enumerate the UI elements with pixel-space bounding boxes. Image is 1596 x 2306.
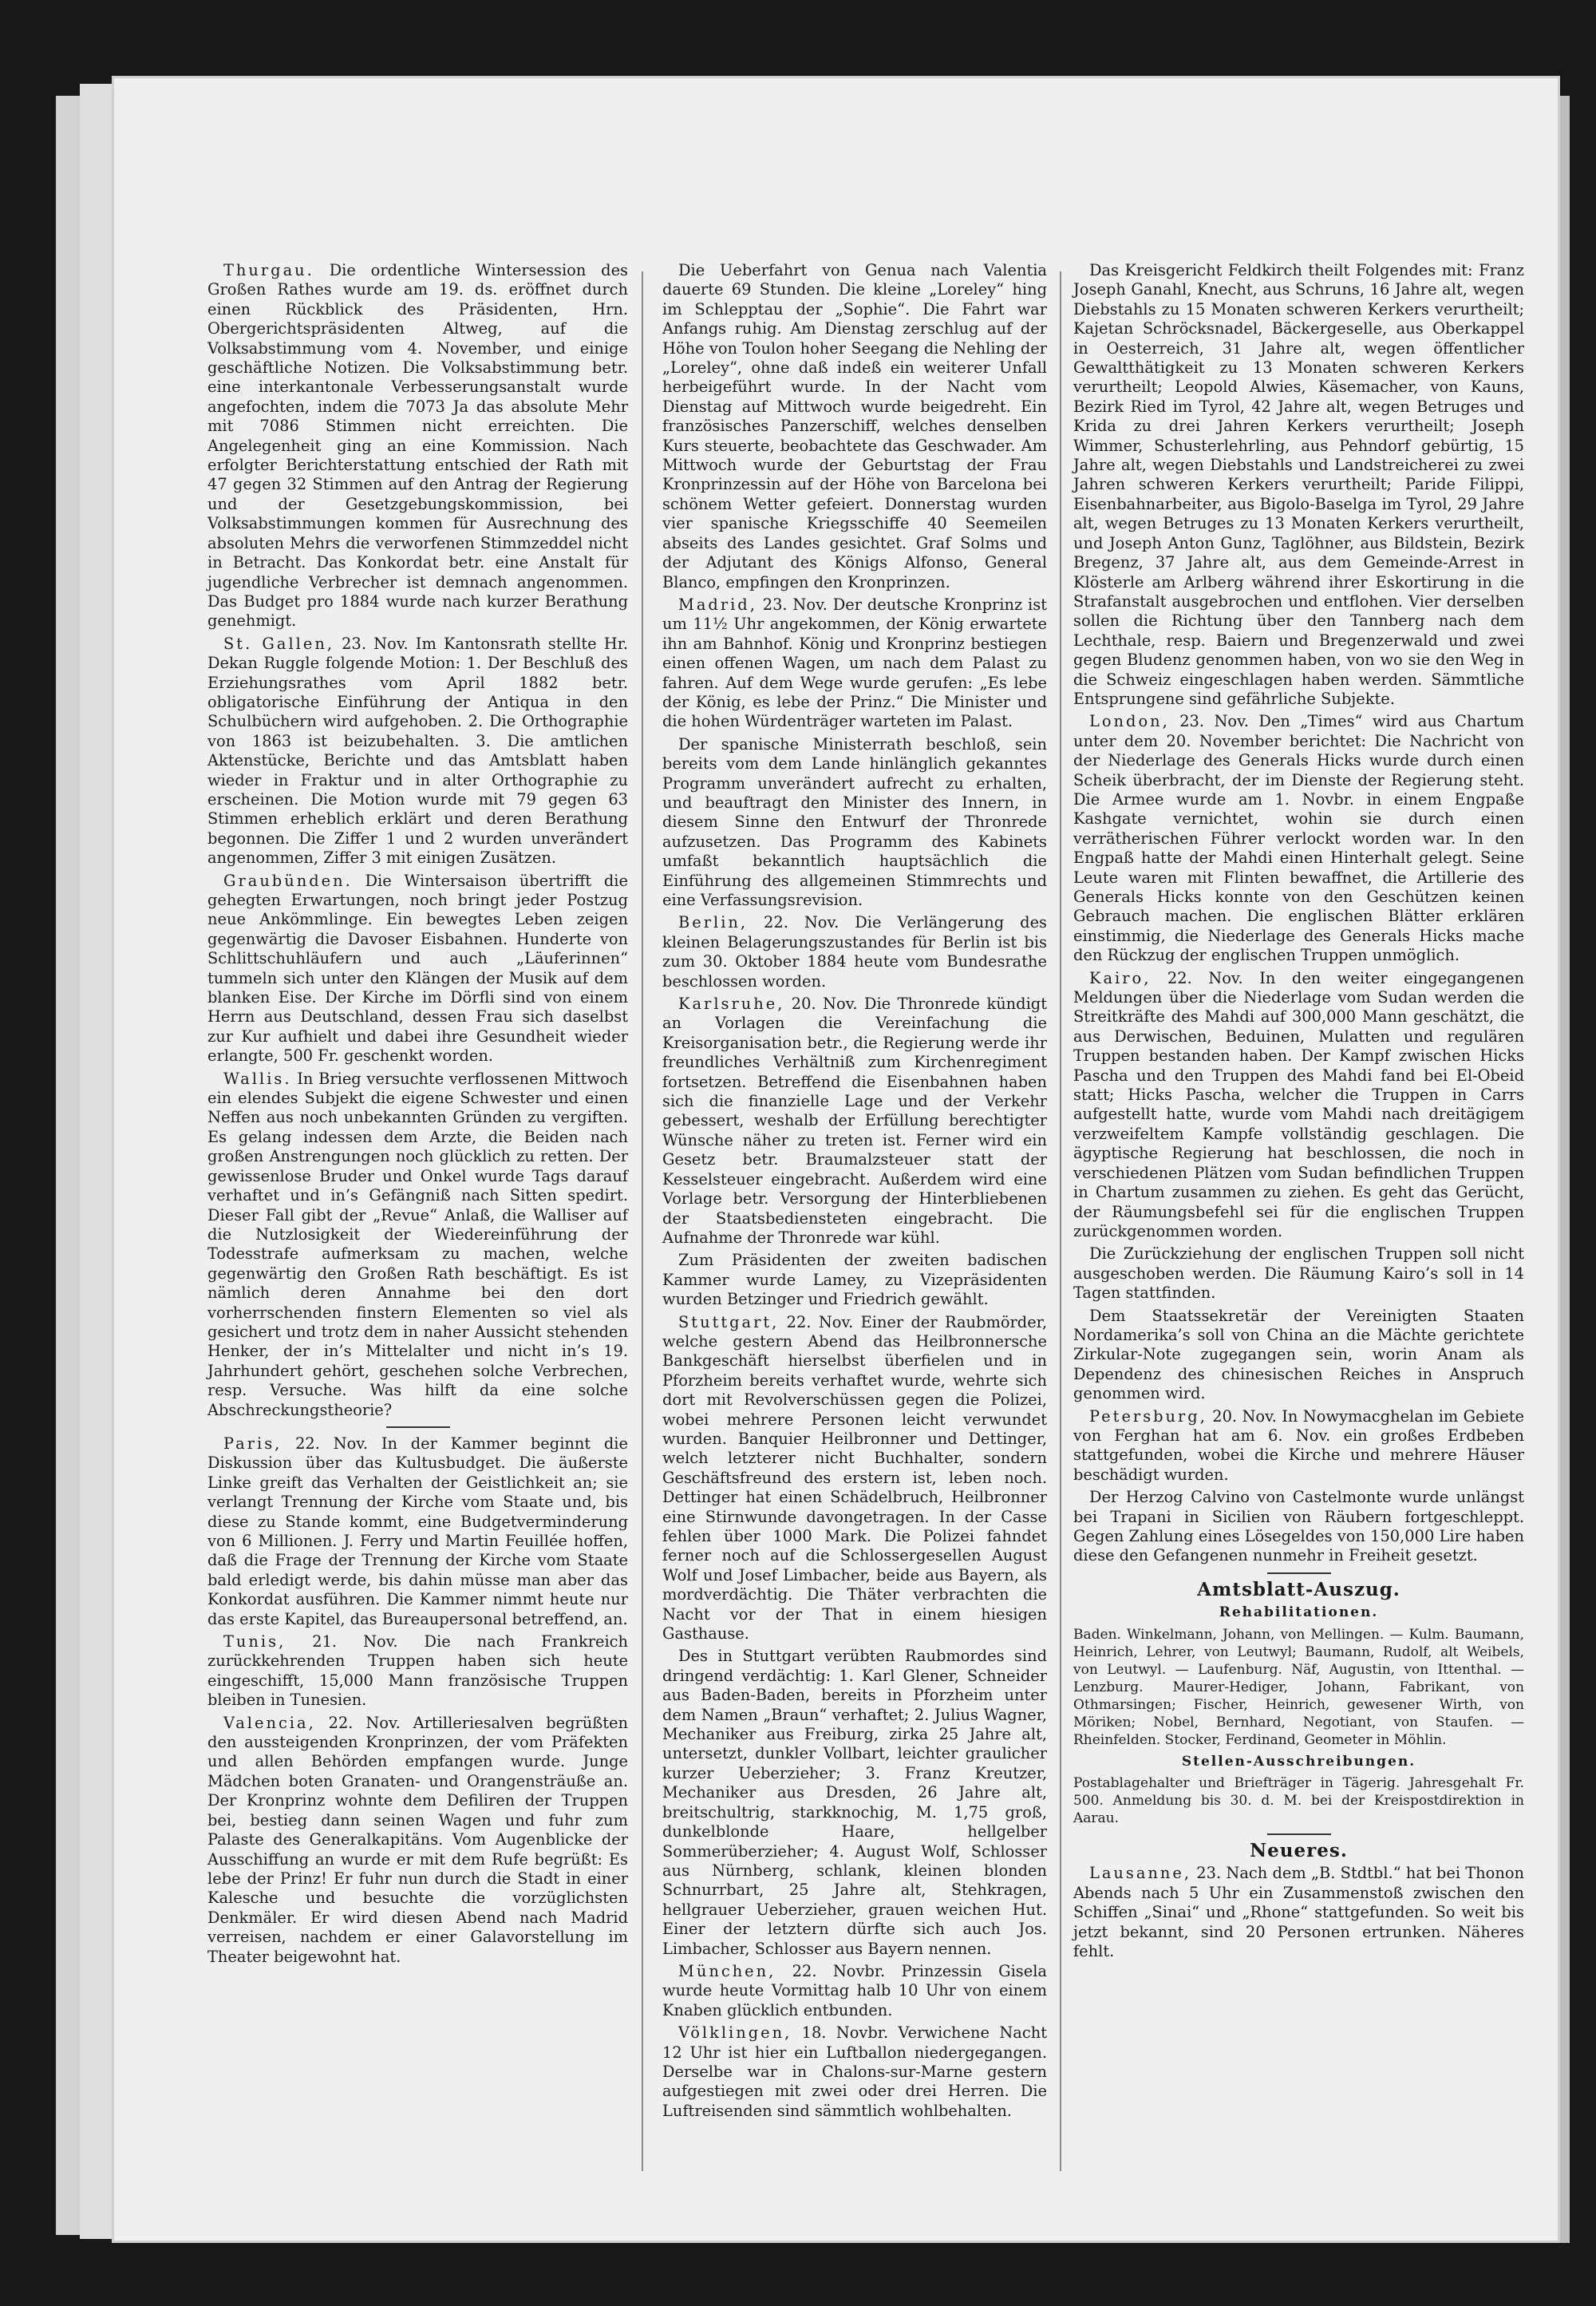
dateline: Thurgau. <box>223 261 314 279</box>
article-text: Die Ueberfahrt von Genua nach Valentia dauerte 69 Stunden. Die kleine „Loreley“ hing im Schlepptau der „Sophie“. Die Fahrt war Anfangs ruhig. Am Dienstag zerschlug auf der Höhe von Toulon hoher Seegang die Nehling der „Loreley“, ohne daß indeß ein weiterer Unfall herbeigeführt wurde. In der Nacht vom Dienstag auf Mittwoch wurde beigedreht. Ein französisches Panzerschiff, welches denselben Kurs steuerte, beobachtete das Geschwader. Am Mittwoch wurde der Geburtstag der Frau Kronprinzessin auf der Höhe von Barcelona bei schönem Wetter gefeiert. Donnerstag wurden vier spanische Kriegsschiffe 40 Seemeilen abseits des Landes gesichtet. Graf Solms und der Adjutant des Königs Alfonso, General Blanco, empfingen den Kronprinzen. <box>662 261 1047 591</box>
article <box>662 1647 1047 1959</box>
article <box>207 635 628 868</box>
dateline: Tunis, <box>223 1632 286 1651</box>
article-text: 22. Nov. Einer der Raubmörder, welche gestern Abend das Heilbronnersche Bankgeschäft hierselbst überfielen und in Pforzheim bereits verhaftet wurde, wehrte sich dort mit Revolverschüssen gegen die Polizei, wobei mehrere Personen leicht verwundet wurden. Banquier Heilbronner und Dettinger, welch letzterer nicht Buchhalter, sondern Geschäftsfreund des erstern ist, leben noch. Dettinger hat einen Schädelbruch, Heilbronner eine Stirnwunde davongetragen. In der Casse fehlen über 1000 Mark. Die Polizei fahndet ferner noch auf die Schlossergesellen August Wolf und Josef Limbacher, beide aus Bayern, als mordverdächtig. Die Thäter verbrachten die Nacht vor der That in einem hiesigen Gasthause. <box>662 1312 1047 1643</box>
article-text: Der Herzog Calvino von Castelmonte wurde unlängst bei Trapani in Sicilien von Räubern fortgeschleppt. Gegen Zahlung eines Lösegeldes von 150,000 Lire haben diese den Gefangenen nunmehr in Freiheit gesetzt. <box>1073 1488 1524 1565</box>
article-text: Das Kreisgericht Feldkirch theilt Folgendes mit: Franz Joseph Ganahl, Knecht, aus Schruns, 16 Jahre alt, wegen Diebstahls zu 15 Monaten schweren Kerkers verurtheilt; Kajetan Schröcksnadel, Bäckergeselle, aus Oberkappel in Oesterreich, 31 Jahre alt, wegen öffentlicher Gewaltthätigkeit zu 13 Monaten schweren Kerkers verurtheilt; Leopold Alwies, Käsemacher, von Kauns, Bezirk Ried im Tyrol, 42 Jahre alt, wegen Betruges und Krida zu drei Jahren Kerkers verurtheilt; Joseph Wimmer, Schusterlehrling, aus Pehndorf gebürtig, 15 Jahre alt, wegen Diebstahls und Landstreicherei zu zwei Jahren schweren Kerkers verurtheilt; Paride Filippi, Eisenbahnarbeiter, aus Bigolo-Baselga im Tyrol, 29 Jahre alt, wegen Betruges zu 13 Monaten Kerkers verurtheilt, und Joseph Anton Gunz, Taglöhner, aus Bildstein, Bezirk Bregenz, 37 Jahre alt, aus dem Gemeinde-Arrest in Klösterle am Arlberg während ihrer Eskortirung in die Strafanstalt ausgebrochen und entflohen. Vier derselben sollen die Richtung über den Tannberg nach dem Lechthale, resp. Baiern und Bregenzerwald und zwei gegen Bludenz genommen haben, von wo sie den Weg in die Schweiz eingeschlagen haben werden. Sämmtliche Entsprungene sind gefährliche Subjekte. <box>1073 261 1524 708</box>
article <box>662 261 1047 592</box>
neueres-article <box>1073 1864 1524 1961</box>
article <box>662 1962 1047 2020</box>
stellen-text: Postablagehalter und Briefträger in Tägerig. Jahresgehalt Fr. 500. Anmeldung bis 30. d. M. bei der Kreispostdirektion in Aarau. <box>1073 1775 1524 1827</box>
rehabilitationen-heading: Rehabilitationen. <box>1219 1604 1379 1621</box>
dateline: Valencia, <box>223 1713 316 1732</box>
article-text: 21. Nov. Die nach Frankreich zurückkehrenden Truppen haben sich heute eingeschifft, 15,000 Mann französische Truppen bleiben in Tunesien. <box>207 1632 628 1710</box>
article-text: Der spanische Ministerrath beschloß, sein bereits vom dem Lande hinlänglich gekanntes Programm unverändert aufrecht zu erhalten, und beauftragt den Minister des Innern, in diesem Sinne den Entwurf der Thronrede aufzusetzen. Das Programm des Kabinets umfaßt bekanntlich hauptsächlich die Einführung des allgemeinen Stimmrechts und eine Verfassungsrevision. <box>662 734 1047 909</box>
article <box>207 1070 628 1420</box>
column-3 <box>1073 261 1524 1964</box>
page-edge-left-inner <box>80 84 112 2239</box>
article <box>662 595 1047 732</box>
dateline: München, <box>678 1961 776 1980</box>
article-text: 18. Novbr. Verwichene Nacht 12 Uhr ist hier ein Luftballon niedergegangen. Derselbe war in Chalons-sur-Marne gestern aufgestiegen mit zwei oder drei Herren. Die Luftreisenden sind sämmtlich wohlbehalten. <box>662 2023 1047 2120</box>
newspaper-page <box>112 76 1560 2243</box>
dateline: Wallis. <box>223 1069 292 1088</box>
dateline: Lausanne, <box>1089 1864 1192 1883</box>
article-text: Dem Staatssekretär der Vereinigten Staaten Nordamerika’s soll von China an die Mächte gerichtete Zirkular-Note zugegangen sein, worin Anam als Dependenz des chinesischen Reiches in Anspruch genommen wird. <box>1073 1306 1524 1403</box>
dateline: Karlsruhe, <box>678 995 785 1014</box>
article-text: 23. Nov. Den „Times“ wird aus Chartum unter dem 20. November berichtet: Die Nachricht von der Niederlage des Generals Hicks wurde durch einen Scheik überbracht, der im Dienste der Regierung steht. Die Armee wurde am 1. Novbr. in einem Engpaße Kashgate vernichtet, wohin sie durch einen verrätherischen Führer verlockt worden war. In den Engpaß hatte der Mahdi einen Hinterhalt gelegt. Seine Leute waren mit Flinten bewaffnet, die Artillerie des Generals Hicks konnte von den Geschützen keinen Gebrauch machen. Die englischen Blätter erklären einstimmig, die Niederlage des Generals Hicks mache den Rückzug der englischen Truppen unmöglich. <box>1073 712 1524 965</box>
article-text: 20. Nov. Die Thronrede kündigt an Vorlagen die Vereinfachung die Kreisorganisation betr., die Regierung werde ihr freundliches Verhältniß zum Kirchenregiment fortsetzen. Betreffend die Eisenbahnen haben sich die finanzielle Lage und der Verkehr gebessert, weshalb der Erfüllung berechtigter Wünsche näher zu treten ist. Ferner wird ein Gesetz betr. Braumalzsteuer statt der Kesselsteuer eingebracht. Außerdem wird eine Vorlage betr. Versorgung der Hinterbliebenen der Staatsbediensteten eingebracht. Die Aufnahme der Thronrede war kühl. <box>662 995 1047 1247</box>
separator-rule <box>386 1426 450 1428</box>
column-rule-1 <box>642 271 643 2171</box>
neueres-heading: Neueres. <box>1250 1840 1348 1862</box>
article <box>662 2023 1047 2121</box>
dateline: Paris, <box>223 1434 282 1453</box>
article <box>207 1632 628 1711</box>
article-text: Die Wintersaison übertrifft die gehegten Erwartungen, noch bringt jeder Postzug neue Ankömmlinge. Ein bewegtes Leben zeigen gegenwärtig die Davoser Eisbahnen. Hunderte von Schlittschuhläufern und auch „Läuferinnen“ tummeln sich unter den Klängen der Musik auf dem blanken Eise. Der Kirche im Dörfli sind von einem Herrn aus Deutschland, dessen Frau sich daselbst zur Kur aufhielt und dabei ihre Gesundheit wieder erlangte, 500 Fr. geschenkt worden. <box>207 871 628 1066</box>
separator-rule <box>1267 1572 1331 1574</box>
amtsblatt-heading: Amtsblatt-Auszug. <box>1197 1578 1400 1600</box>
article <box>207 872 628 1066</box>
dateline: Graubünden. <box>223 871 353 890</box>
article-text: 22. Nov. In der Kammer beginnt die Diskussion über das Kultusbudget. Die äußerste Linke greift das Verhalten der Geistlichkeit an; sie verlangt Trennung der Kirche vom Staate und, bis diese zu Stande kommt, eine Budgetverminderung von 6 Millionen. J. Ferry und Martin Feuillée hoffen, daß die Frage der Trennung der Kirche vom Staate bald erledigt werde, bis dahin müsse man aber das Konkordat ausführen. Die Kammer nimmt heute nur das erste Kapitel, das Bureaupersonal betreffend, an. <box>207 1434 628 1628</box>
dateline: London, <box>1089 712 1170 731</box>
article-text: 23. Nov. Im Kantonsrath stellte Hr. Dekan Ruggle folgende Motion: 1. Der Beschluß des Erziehungsrathes vom April 1882 betr. obligatorische Einführung der Antiqua in den Schulbüchern wird aufgehoben. 2. Die Orthographie von 1863 ist beizubehalten. 3. Die amtlichen Aktenstücke, Berichte und das Amtsblatt haben wieder in Fraktur und in alter Orthographie zu erscheinen. Die Motion wurde mit 79 gegen 63 Stimmen erheblich erklärt und deren Berathung begonnen. Die Ziffer 1 und 2 wurden unverändert angenommen, Ziffer 3 mit einigen Zusätzen. <box>207 634 629 868</box>
article-text: 20. Nov. In Nowymacghelan im Gebiete von Ferghan hat am 6. Nov. ein großes Erdbeben stattgefunden, wobei die Kirche und mehrere Häuser beschädigt wurden. <box>1073 1406 1524 1484</box>
article-text: 22. Nov. Die Verlängerung des kleinen Belagerungszustandes für Berlin ist bis zum 30. Oktober 1884 heute vom Bundesrathe beschlossen worden. <box>662 913 1047 991</box>
dateline: St. Gallen, <box>223 634 334 653</box>
article <box>1073 1488 1524 1566</box>
article <box>662 1251 1047 1309</box>
article <box>1073 969 1524 1242</box>
article-text: 22. Nov. Artilleriesalven begrüßten den aussteigenden Kronprinzen, der vom Präfekten und allen Behörden empfangen wurde. Junge Mädchen boten Granaten- und Orangensträuße an. Der Kronprinz wohnte dem Defiliren der Truppen bei, bestieg dann seinen Wagen und fuhr zum Palaste des Generalkapitäns. Vom Augenblicke der Ausschiffung an wurde er mit dem Rufe begrüßt: Es lebe der Prinz! Er fuhr nun durch die Stadt in einer Kalesche und besuchte die vorzüglichsten Denkmäler. Er wird diesen Abend nach Madrid verreisen, nachdem er einer Galavorstellung im Theater beigewohnt hat. <box>207 1713 628 1966</box>
article <box>207 1434 628 1629</box>
dateline: Völklingen, <box>678 2023 792 2043</box>
column-rule-2 <box>1060 271 1061 2171</box>
dateline: Madrid, <box>678 595 757 614</box>
dateline: Kairo, <box>1089 968 1152 987</box>
article-text: Die Zurückziehung der englischen Truppen soll nicht ausgeschoben werden. Die Räumung Kairo’s soll in 14 Tagen stattfinden. <box>1073 1244 1524 1303</box>
article <box>1073 1307 1524 1404</box>
stellen-heading: Stellen-Ausschreibungen. <box>1181 1753 1416 1770</box>
article <box>207 1714 628 1967</box>
separator-rule <box>1267 1833 1331 1835</box>
page-edge-right <box>1560 96 1570 2243</box>
article <box>1073 261 1524 709</box>
article-text: Des in Stuttgart verübten Raubmordes sind dringend verdächtig: 1. Karl Glener, Schneider aus Baden-Baden, bereits in Pforzheim unter dem Namen „Braun“ verhaftet; 2. Julius Wagner, Mechaniker aus Freiburg, zirka 25 Jahre alt, untersetzt, dunkler Vollbart, leichter graulicher kurzer Ueberzieher; 3. Franz Kreutzer, Mechaniker aus Dresden, 26 Jahre alt, breitschultrig, starkknochig, M. 1,75 groß, dunkelblonde Haare, hellgelber Sommerüberzieher; 4. August Wolf, Schlosser aus Nürnberg, schlank, kleinen blonden Schnurrbart, 25 Jahre alt, Stehkragen, hellgrauer Ueberzieher, grauen weichen Hut. Einer der letztern dürfte sich auch Jos. Limbacher, Schlosser aus Bayern nennen. <box>662 1647 1047 1958</box>
dateline: Stuttgart, <box>678 1312 780 1331</box>
column-2 <box>662 261 1047 2124</box>
column-1 <box>207 261 628 1970</box>
article-text: 23. Nach dem „B. Stdtbl.“ hat bei Thonon Abends nach 5 Uhr ein Zusammenstoß zwischen den Schiffen „Sinai“ und „Rhone“ stattgefunden. So weit bis jetzt bekannt, sind 20 Personen ertrunken. Näheres fehlt. <box>1073 1864 1524 1961</box>
article-text: 23. Nov. Der deutsche Kronprinz ist um 11½ Uhr angekommen, der König erwartete ihn am Bahnhof. König und Kronprinz bestiegen einen offenen Wagen, um nach dem Palast zu fahren. Auf dem Wege wurde gerufen: „Es lebe der König, es lebe der Prinz.“ Die Minister und die hohen Würdenträger warteten im Palast. <box>662 595 1047 731</box>
article <box>207 261 628 631</box>
rehabilitationen-text: Baden. Winkelmann, Johann, von Mellingen. — Kulm. Baumann, Heinrich, Lehrer, von Leutwyl; Baumann, Rudolf, alt Weibels, von Leutwyl. — Laufenburg. Näf, Augustin, von Ittenthal. — Lenzburg. Maurer-Hediger, Johann, Fabrikant, von Othmarsingen; Fischer, Heinrich, gewesener Wirth, von Möriken; Nobel, Bernhard, Negotiant, von Staufen. — Rheinfelden. Stocker, Ferdinand, Geometer in Möhlin. <box>1073 1626 1524 1748</box>
dateline: Berlin, <box>678 913 749 932</box>
dateline: Petersburg, <box>1089 1406 1207 1426</box>
article <box>662 735 1047 911</box>
article-text: 22. Novbr. Prinzessin Gisela wurde heute Vormittag halb 10 Uhr von einem Knaben glücklich entbunden. <box>662 1961 1047 2019</box>
article-text: 22. Nov. In den weiter eingegangenen Meldungen über die Niederlage vom Sudan werden die Streitkräfte des Mahdi auf 300,000 Mann geschätzt, die aus Derwischen, Beduinen, Mulatten und regulären Truppen bestanden haben. Der Kampf zwischen Hicks Pascha und den Truppen des Mahdi fand bei El-Obeid statt; Hicks Pascha, welcher die Truppen in Carrs aufgestellt hatte, wurde vom Mahdi nach dreitägigem verzweifeltem Kampfe vollständig geschlagen. Die ägyptische Regierung hat beschlossen, die noch in verschiedenen Plätzen vom Sudan befindlichen Truppen in Chartum zusammen zu ziehen. Es geht das Gerücht, der Räumungsbefehl sei für die englischen Truppen zurückgenommen worden. <box>1073 968 1524 1240</box>
article-text: In Brieg versuchte verflossenen Mittwoch ein elendes Subjekt die eigene Schwester und einen Neffen aus noch unbekannten Gründen zu vergiften. Es gelang indessen dem Arzte, die Beiden nach großen Anstrengungen noch glücklich zu retten. Der gewissenlose Bruder und Onkel wurde Tags darauf verhaftet und in’s Gefängniß nach Sitten spedirt. Dieser Fall gibt der „Revue“ Anlaß, die Walliser auf die Nutzlosigkeit der Wiedereinführung der Todesstrafe aufmerksam zu machen, welche gegenwärtig den Großen Rath beschäftigt. Es ist nämlich deren Annahme bei den dort vorherrschenden finstern Elementen so viel als gesichert und trotz dem in naher Aussicht stehenden Henker, der in’s Mittelalter und nicht in’s 19. Jahrhundert gehört, geschehen solche Verbrechen, resp. Versuche. Was hilft da eine solche Abschreckungstheorie? <box>207 1069 628 1419</box>
article <box>1073 1244 1524 1303</box>
article <box>1073 712 1524 965</box>
article <box>662 1313 1047 1644</box>
article <box>662 913 1047 991</box>
article <box>1073 1407 1524 1485</box>
article-text: Die ordentliche Wintersession des Großen Rathes wurde am 19. ds. eröffnet durch einen Rückblick des Präsidenten, Hrn. Obergerichtspräsidenten Altweg, auf die Volksabstimmung vom 4. November, und einige geschäftliche Notizen. Die Volksabstimmung betr. eine interkantonale Verbesserungsanstalt wurde angefochten, indem die 7073 Ja das absolute Mehr mit 7086 Stimmen nicht erreichten. Die Angelegenheit ging an eine Kommission. Nach erfolgter Berichterstattung entschied der Rath mit 47 gegen 32 Stimmen auf den Antrag der Regierung und der Gesetzgebungskommission, bei Volksabstimmungen kommen für Ausrechnung des absoluten Mehrs die verworfenen Stimmzeddel nicht in Betracht. Das Konkordat betr. eine Anstalt für jugendliche Verbrecher ist demnach angenommen. Das Budget pro 1884 wurde nach kurzer Berathung genehmigt. <box>207 261 628 631</box>
article-text: Zum Präsidenten der zweiten badischen Kammer wurde Lamey, zu Vizepräsidenten wurden Betzinger und Friedrich gewählt. <box>662 1251 1047 1309</box>
article <box>662 995 1047 1248</box>
